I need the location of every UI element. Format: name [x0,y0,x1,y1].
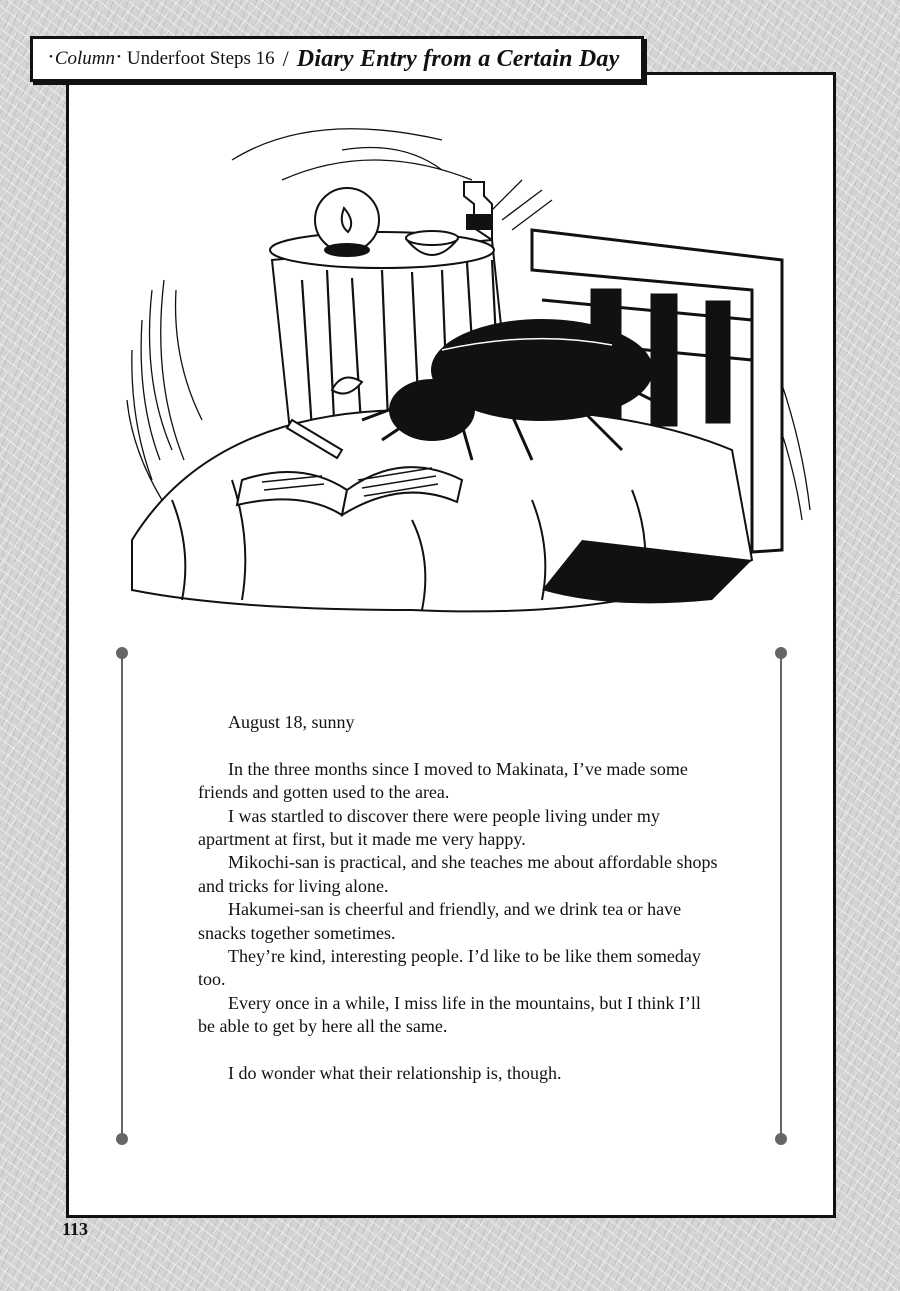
header-slash: / [282,46,289,71]
diary-paragraph: Mikochi-san is practical, and she teaches me about affordable shops and tricks for living alone. [198,852,718,896]
diary-paragraph: They’re kind, interesting people. I’d like to be like them someday too. [198,946,701,990]
diary-paragraph: Hakumei-san is cheerful and friendly, and we drink tea or have snacks together sometimes. [198,899,682,943]
column-header [30,36,644,82]
header-column-label: Column [54,48,116,69]
header-title: Diary Entry from a Certain Day [296,45,620,72]
diary-entry [198,711,718,1085]
diary-paragraph: Every once in a while, I miss life in the mountains, but I think I’ll be able to get by here all the same. [198,992,701,1037]
diary-closing: I do wonder what their relationship is, though. [228,1063,562,1084]
diary-paragraph: In the three months since I moved to Makinata, I’ve made some friends and gotten used to the area. [198,758,688,803]
diary-date: August 18, sunny [228,712,355,732]
header-series: Underfoot Steps 16 [126,48,275,69]
header-diamond-left: • [49,51,53,63]
diary-paragraph: I was startled to discover there were people living under my apartment at first, but it made me very happy. [198,805,660,850]
page-number: 113 [62,1219,89,1239]
beetle-on-bed-icon [112,120,812,620]
header-diamond-right: • [117,51,121,63]
